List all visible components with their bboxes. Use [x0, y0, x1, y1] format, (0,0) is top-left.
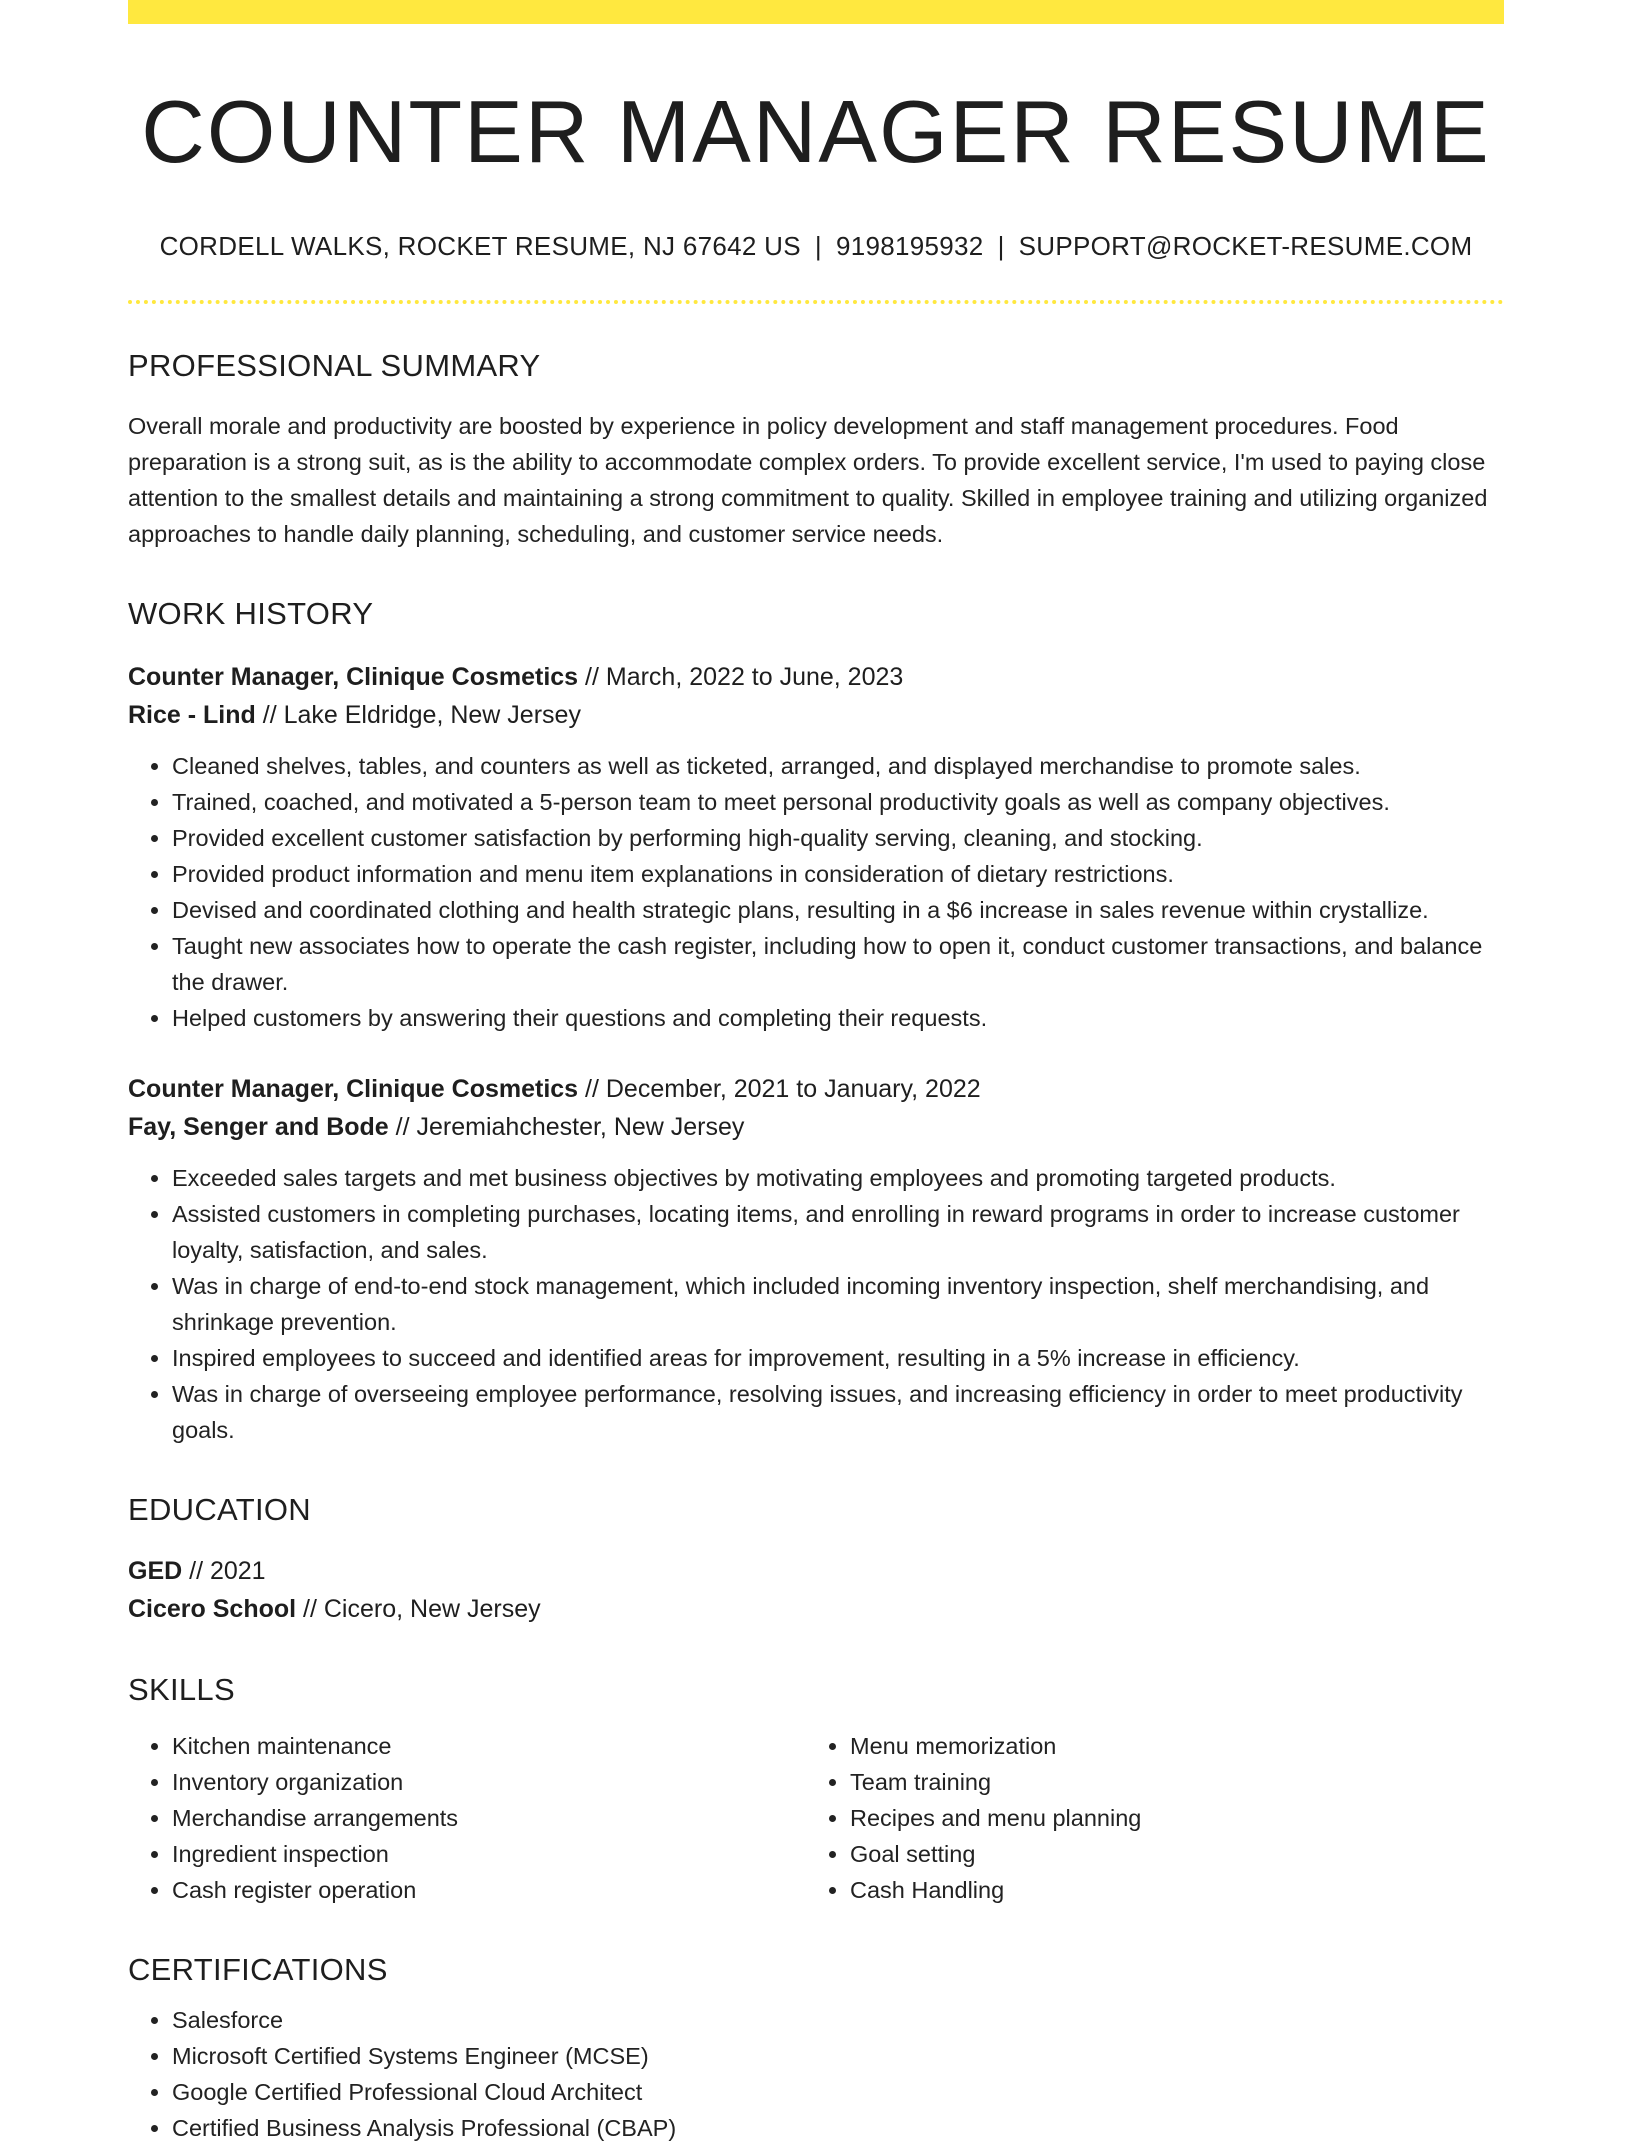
job-bullets [128, 1160, 1504, 1448]
certification-item: • Certified Business Analysis Professional (CBAP) [172, 2110, 1504, 2146]
education-school: Cicero School [128, 1594, 297, 1623]
education-year: // 2021 [182, 1556, 266, 1585]
job-bullet: • Trained, coached, and motivated a 5-person team to meet personal productivity goals as well as company objectives. [172, 784, 1504, 820]
job-bullet: • Devised and coordinated clothing and health strategic plans, resulting in a $6 increase in sales revenue within crystallize. [172, 892, 1504, 928]
skill-item: • Inventory organization [172, 1764, 806, 1800]
skills-column-left [128, 1728, 806, 1908]
skills-heading: SKILLS [128, 1671, 235, 1707]
contact-email: SUPPORT@ROCKET-RESUME.COM [1018, 230, 1473, 261]
job-bullet: • Cleaned shelves, tables, and counters as well as ticketed, arranged, and displayed merchandise to promote sales. [172, 748, 1504, 784]
skills-column-right [806, 1728, 1484, 1908]
job-bullet: • Exceeded sales targets and met business objectives by motivating employees and promoting targeted products. [172, 1160, 1504, 1196]
certifications-heading: CERTIFICATIONS [128, 1951, 388, 1987]
skills-grid [128, 1728, 1504, 1908]
contact-separator: | [814, 230, 822, 261]
contact-separator: | [997, 230, 1005, 261]
job-title: Counter Manager, Clinique Cosmetics [128, 1074, 579, 1103]
job-bullet: • Provided product information and menu item explanations in consideration of dietary restrictions. [172, 856, 1504, 892]
job-location: // Jeremiahchester, New Jersey [388, 1112, 745, 1141]
education-degree: GED [128, 1556, 183, 1585]
job-company: Fay, Senger and Bode [128, 1112, 389, 1141]
skill-item: • Team training [850, 1764, 1484, 1800]
job-company-line [128, 696, 1504, 734]
job-bullet: • Was in charge of overseeing employee performance, resolving issues, and increasing efficiency in order to meet productivity goals. [172, 1376, 1504, 1448]
skill-item: • Cash Handling [850, 1872, 1484, 1908]
dotted-divider [128, 300, 1504, 304]
certification-item: • Salesforce [172, 2002, 1504, 2038]
education-degree-line [128, 1552, 1504, 1590]
job-bullets [128, 748, 1504, 1036]
job-company: Rice - Lind [128, 700, 256, 729]
job-title-line [128, 658, 1504, 696]
summary-text: Overall morale and productivity are boosted by experience in policy development and staff management procedures. Food preparation is a strong suit, as is the ability to accommodate complex orders. To provide excellent service, I'm used to paying close attention to the smallest details and maintaining a strong commitment to quality. Skilled in employee training and utilizing organized approaches to handle daily planning, scheduling, and customer service needs. [128, 412, 1488, 547]
education-school-line [128, 1590, 1504, 1628]
skill-item: • Kitchen maintenance [172, 1728, 806, 1764]
contact-address: CORDELL WALKS, ROCKET RESUME, NJ 67642 US [159, 230, 801, 261]
job-dates: // December, 2021 to January, 2022 [578, 1074, 981, 1103]
job-company-line [128, 1108, 1504, 1146]
summary-heading: PROFESSIONAL SUMMARY [128, 347, 541, 383]
contact-line [128, 231, 1504, 262]
accent-top-bar [128, 0, 1504, 24]
resume-page [128, 0, 1504, 2146]
job-bullet: • Inspired employees to succeed and identified areas for improvement, resulting in a 5% increase in efficiency. [172, 1340, 1504, 1376]
contact-phone: 9198195932 [835, 230, 984, 261]
education-entry [128, 1552, 1504, 1628]
certification-item: • Google Certified Professional Cloud Architect [172, 2074, 1504, 2110]
job-bullet: • Assisted customers in completing purchases, locating items, and enrolling in reward programs in order to increase customer loyalty, satisfaction, and sales. [172, 1196, 1504, 1268]
education-location: // Cicero, New Jersey [296, 1594, 541, 1623]
job-bullet: • Provided excellent customer satisfaction by performing high-quality serving, cleaning, and stocking. [172, 820, 1504, 856]
job-dates: // March, 2022 to June, 2023 [578, 662, 904, 691]
job-title: Counter Manager, Clinique Cosmetics [128, 662, 579, 691]
certification-item: • Microsoft Certified Systems Engineer (MCSE) [172, 2038, 1504, 2074]
work-history-heading: WORK HISTORY [128, 595, 374, 631]
certifications-list [128, 2002, 1504, 2146]
resume-title: COUNTER MANAGER RESUME [141, 82, 1491, 181]
job-bullet: • Was in charge of end-to-end stock management, which included incoming inventory inspection, shelf merchandising, and shrinkage prevention. [172, 1268, 1504, 1340]
skill-item: • Menu memorization [850, 1728, 1484, 1764]
skill-item: • Recipes and menu planning [850, 1800, 1484, 1836]
skill-item: • Merchandise arrangements [172, 1800, 806, 1836]
skill-item: • Ingredient inspection [172, 1836, 806, 1872]
skill-item: • Goal setting [850, 1836, 1484, 1872]
skill-item: • Cash register operation [172, 1872, 806, 1908]
job-bullet: • Taught new associates how to operate the cash register, including how to open it, conduct customer transactions, and balance the drawer. [172, 928, 1504, 1000]
job-entry [128, 1070, 1504, 1448]
job-title-line [128, 1070, 1504, 1108]
job-entry [128, 658, 1504, 1036]
job-bullet: • Helped customers by answering their questions and completing their requests. [172, 1000, 1504, 1036]
job-location: // Lake Eldridge, New Jersey [255, 700, 581, 729]
education-heading: EDUCATION [128, 1491, 311, 1527]
